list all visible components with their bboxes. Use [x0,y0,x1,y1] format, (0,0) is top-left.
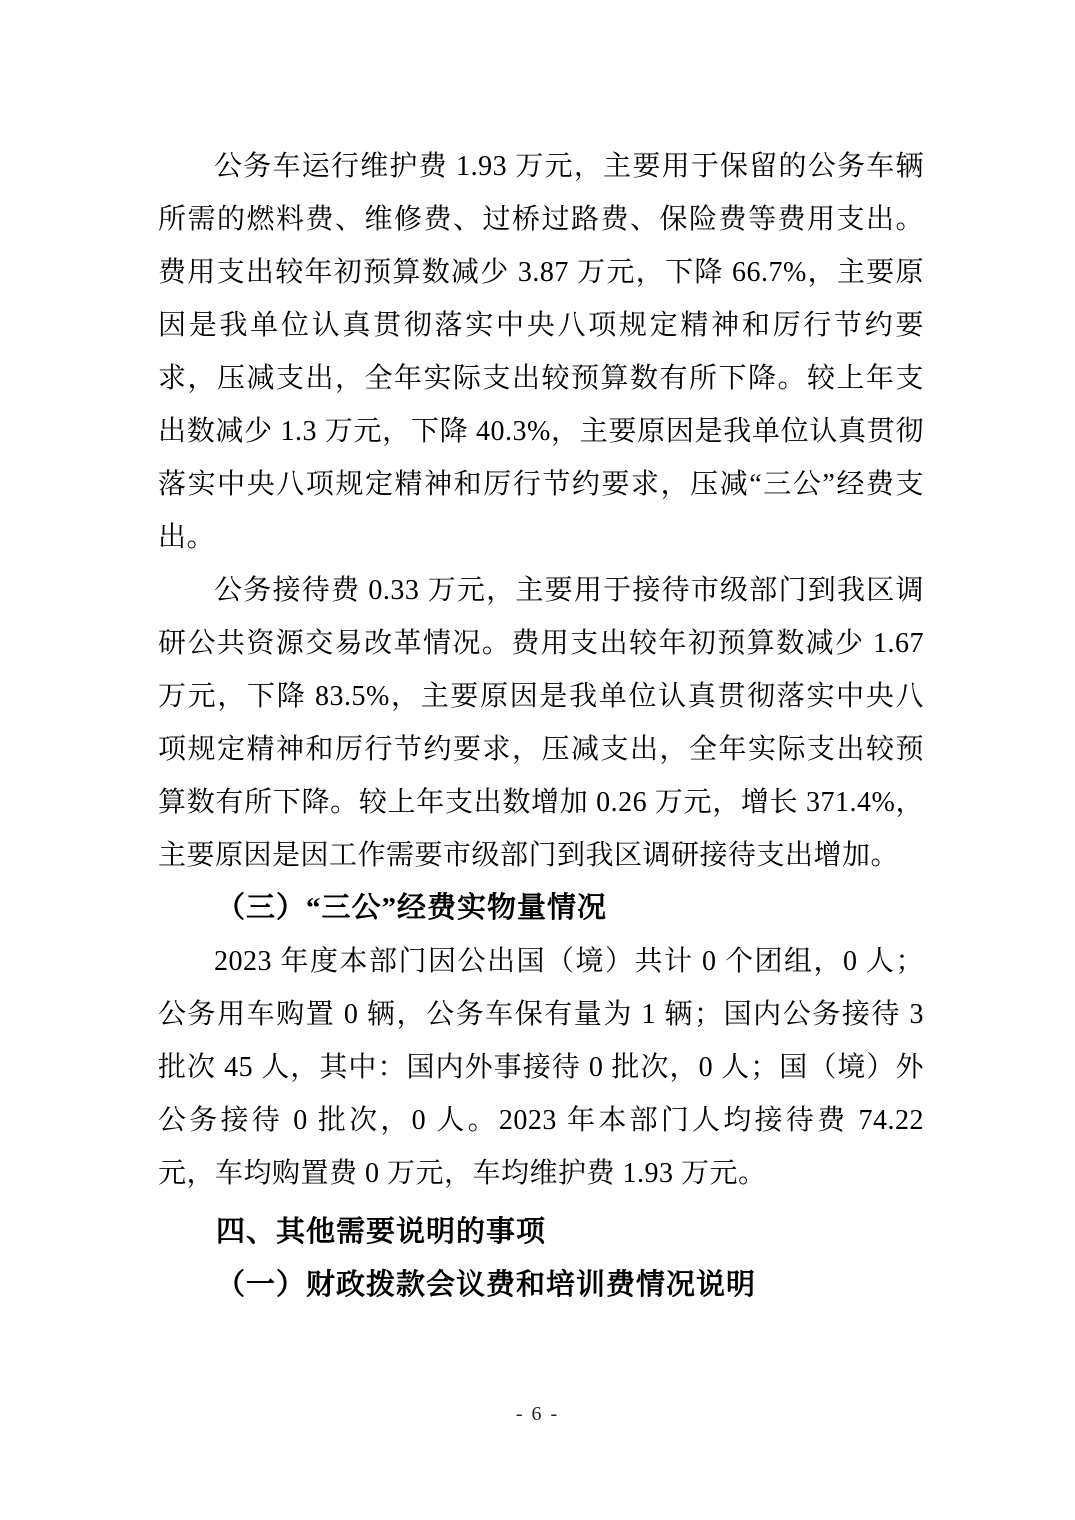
heading-section-four-one-meeting-training-fee: （一）财政拨款会议费和培训费情况说明 [216,1269,757,1301]
heading-section-four-other-matters: 四、其他需要说明的事项 [216,1216,547,1248]
paragraph-official-reception-fee: 公务接待费 0.33 万元，主要用于接待市级部门到我区调研公共资源交易改革情况。费用支出较年初预算数减少 1.67 万元，下降 83.5%，主要原因是我单位认真贯彻落实中央八项规定精神和厉行节约要求，压减支出，全年实际支出较预算数有所下降。较上年支出数增加 0.26 万元，增长 371.4%，主要原因是因工作需要市级部门到我区调研接待支出增加。 [158,575,924,871]
page-number: - 6 - [515,1403,560,1425]
paragraph-physical-quantity-details: 2023 年度本部门因公出国（境）共计 0 个团组，0 人；公务用车购置 0 辆，公务车保有量为 1 辆；国内公务接待 3 批次 45 人，其中：国内外事接待 0 批次，0 人；国（境）外公务接待 0 批次，0 人。2023 年本部门人均接待费 74.22 元，车均购置费 0 万元，车均维护费 1.93 万元。 [158,946,924,1189]
paragraph-vehicle-maintenance-fee: 公务车运行维护费 1.93 万元，主要用于保留的公务车辆所需的燃料费、维修费、过桥过路费、保险费等费用支出。费用支出较年初预算数减少 3.87 万元，下降 66.7%，主要原因是我单位认真贯彻落实中央八项规定精神和厉行节约要求，压减支出，全年实际支出较预算数有所下降。较上年支出数减少 1.3 万元，下降 40.3%，主要原因是我单位认真贯彻落实中央八项规定精神和厉行节约要求，压减“三公”经费支出。 [158,151,924,553]
document-body [158,140,924,1312]
heading-section-three-physical-quantity: （三）“三公”经费实物量情况 [216,892,608,924]
